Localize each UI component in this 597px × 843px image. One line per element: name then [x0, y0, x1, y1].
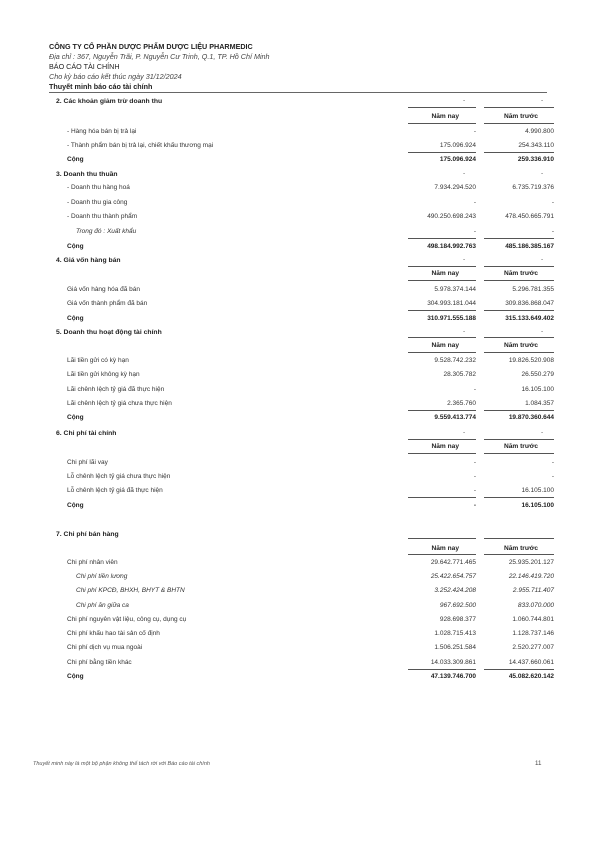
s2-total-current: 175.096.924 [439, 156, 476, 163]
s2-colhead-rule [408, 123, 476, 124]
s4-row-label: Giá vốn hàng hóa đã bán [67, 286, 141, 293]
s5-colhead-rule [408, 352, 476, 353]
s3-row-previous: 478.450.665.791 [505, 213, 554, 220]
s6-total-previous: 16.105.100 [521, 502, 554, 509]
s4-row-previous: 309.836.868.047 [505, 300, 554, 307]
s5-row-current: 9.528.742.232 [434, 357, 476, 364]
s7-total-label: Cộng [67, 673, 84, 680]
s4-total-rule [408, 310, 476, 311]
s6-total-label: Cộng [67, 502, 84, 509]
s3-title: 3. Doanh thu thuần [56, 171, 118, 178]
s7-title: 7. Chi phí bán hàng [56, 531, 119, 538]
s7-total-rule [484, 669, 554, 670]
s3-row-current: - [473, 199, 476, 206]
s2-row-previous: 254.343.110 [518, 142, 554, 149]
s2-colhead-rule [484, 123, 554, 124]
s5-colhead-rule [484, 352, 554, 353]
s5-row-label: Lãi chênh lệch tỷ giá đã thực hiện [67, 386, 165, 393]
s2-total-rule [408, 152, 476, 153]
s2-top-dash: - [463, 97, 466, 104]
s5-row-previous: 1.084.357 [525, 400, 554, 407]
s4-top-dash: - [463, 256, 466, 263]
s4-top-dash: - [541, 256, 544, 263]
s7-row-label: Chi phí bằng tiền khác [67, 659, 132, 666]
s4-colhead-rule [484, 280, 554, 281]
s2-row-label: - Hàng hóa bán bị trả lại [67, 128, 137, 135]
s5-total-previous: 19.870.360.644 [508, 414, 554, 421]
s7-col-current: Năm nay [431, 545, 459, 552]
s7-total-current: 47.139.746.700 [430, 673, 476, 680]
s5-row-current: - [473, 386, 476, 393]
s3-total-rule [484, 238, 554, 239]
s7-row-previous: 14.437.660.061 [508, 659, 554, 666]
s3-total-current: 498.184.992.763 [427, 243, 476, 250]
s3-row-current: 7.934.294.520 [434, 184, 476, 191]
s4-total-previous: 315.133.649.402 [505, 315, 554, 322]
s3-row-current: 490.250.698.243 [427, 213, 476, 220]
s7-row-current: 1.506.251.584 [434, 644, 476, 651]
s3-row-previous: - [551, 228, 554, 235]
s5-top-dash: - [541, 328, 544, 335]
s7-row-previous: 2.955.711.407 [512, 587, 554, 594]
s2-row-current: 175.096.924 [439, 142, 476, 149]
s7-row-previous: 2.520.277.007 [512, 644, 554, 651]
s5-row-label: Lãi chênh lệch tỷ giá chưa thực hiện [67, 400, 172, 407]
report-title: BÁO CÁO TÀI CHÍNH [49, 62, 120, 71]
s6-top-dash: - [541, 429, 544, 436]
s7-row-previous: 22.146.419.720 [508, 573, 554, 580]
s7-row-previous: 25.935.201.127 [508, 559, 554, 566]
s7-row-previous: 1.060.744.801 [512, 616, 554, 623]
s5-total-label: Cộng [67, 414, 84, 421]
s2-title: 2. Các khoản giảm trừ doanh thu [56, 98, 163, 105]
s7-row-current: 967.692.500 [439, 602, 476, 609]
s7-total-rule [408, 669, 476, 670]
s6-total-rule [484, 497, 554, 498]
s7-row-previous: 1.128.737.146 [512, 630, 554, 637]
s3-top-dash: - [541, 170, 544, 177]
s4-row-previous: 5.296.781.355 [512, 286, 554, 293]
s4-row-label: Giá vốn thành phẩm đã bán [67, 300, 148, 307]
s4-col-previous: Năm trước [503, 270, 538, 277]
s2-header-rule [408, 107, 476, 108]
s5-header-rule [484, 337, 554, 338]
s5-row-previous: 16.105.100 [521, 386, 554, 393]
s3-row-previous: 6.735.719.376 [512, 184, 554, 191]
s3-total-label: Cộng [67, 243, 84, 250]
s3-row-label: - Doanh thu thành phẩm [67, 213, 138, 220]
s6-row-previous: 16.105.100 [521, 487, 554, 494]
s7-total-previous: 45.082.620.142 [508, 673, 554, 680]
s6-header-rule [484, 439, 554, 440]
s7-row-current: 14.033.309.861 [430, 659, 476, 666]
company-address: Địa chỉ : 367, Nguyễn Trãi, P. Nguyễn Cư Trinh, Q.1, TP. Hồ Chí Minh [49, 52, 270, 61]
s5-total-rule [484, 410, 554, 411]
s6-title: 6. Chi phí tài chính [56, 430, 117, 437]
s6-total-rule [408, 497, 476, 498]
s2-total-rule [484, 152, 554, 153]
s4-total-label: Cộng [67, 315, 84, 322]
s5-col-current: Năm nay [431, 342, 459, 349]
s7-row-current: 29.642.771.465 [430, 559, 476, 566]
s4-header-rule [484, 266, 554, 267]
s2-header-rule [484, 107, 554, 108]
s3-row-label: - Doanh thu hàng hoá [67, 184, 130, 191]
section-title: Thuyết minh báo cáo tài chính [49, 82, 153, 91]
s7-header-rule [408, 538, 476, 539]
s7-row-label: Chi phí dịch vụ mua ngoài [67, 644, 143, 651]
s5-total-rule [408, 410, 476, 411]
s6-row-current: - [473, 459, 476, 466]
s2-top-dash: - [541, 97, 544, 104]
s4-colhead-rule [408, 280, 476, 281]
footer-note: Thuyết minh này là một bộ phận không thể tách rời với Báo cáo tài chính [33, 761, 210, 767]
s3-row-label: Trong đó : Xuất khẩu [76, 228, 137, 235]
s5-row-current: 28.305.782 [443, 371, 476, 378]
s5-row-previous: 19.826.520.908 [508, 357, 554, 364]
s7-row-current: 3.252.424.208 [434, 587, 476, 594]
company-name: CÔNG TY CỔ PHẦN DƯỢC PHẨM DƯỢC LIỆU PHARMEDIC [49, 42, 253, 51]
s5-row-label: Lãi tiền gửi không kỳ hạn [67, 371, 140, 378]
s6-row-label: Chi phí lãi vay [67, 459, 108, 466]
s5-top-dash: - [463, 328, 466, 335]
s4-header-rule [408, 266, 476, 267]
s5-total-current: 9.559.413.774 [434, 414, 476, 421]
s4-row-current: 5.978.374.144 [434, 286, 476, 293]
s6-col-previous: Năm trước [503, 443, 538, 450]
s4-title: 4. Giá vốn hàng bán [56, 257, 121, 264]
s4-total-rule [484, 310, 554, 311]
s3-total-previous: 485.186.385.167 [505, 243, 554, 250]
s4-row-current: 304.993.181.044 [427, 300, 476, 307]
s7-row-previous: 833.070.000 [517, 602, 554, 609]
s6-colhead-rule [484, 453, 554, 454]
s6-row-label: Lỗ chênh lệch tỷ giá chưa thực hiện [67, 473, 171, 480]
s3-row-previous: - [551, 199, 554, 206]
s3-row-current: - [473, 228, 476, 235]
s6-row-label: Lỗ chênh lệch tỷ giá đã thực hiện [67, 487, 163, 494]
s2-col-previous: Năm trước [503, 113, 538, 120]
s7-colhead-rule [408, 554, 476, 555]
s7-header-rule [484, 538, 554, 539]
report-period: Cho kỳ báo cáo kết thúc ngày 31/12/2024 [49, 72, 182, 81]
s7-row-label: Chi phí KPCĐ, BHXH, BHYT & BHTN [76, 587, 185, 594]
s2-row-previous: 4.990.800 [525, 128, 554, 135]
s2-col-current: Năm nay [431, 113, 459, 120]
s6-total-current: - [473, 502, 476, 509]
s6-row-current: - [473, 473, 476, 480]
s4-col-current: Năm nay [431, 270, 459, 277]
s2-row-current: - [473, 128, 476, 135]
s5-row-current: 2.365.760 [447, 400, 476, 407]
s6-top-dash: - [463, 429, 466, 436]
s7-colhead-rule [484, 554, 554, 555]
s6-row-previous: - [551, 459, 554, 466]
s5-row-previous: 26.550.279 [521, 371, 554, 378]
s6-colhead-rule [408, 453, 476, 454]
s5-header-rule [408, 337, 476, 338]
s7-col-previous: Năm trước [503, 545, 538, 552]
s7-row-label: Chi phí khấu hao tài sản cố định [67, 630, 160, 637]
s5-row-label: Lãi tiền gửi có kỳ hạn [67, 357, 129, 364]
s2-row-label: - Thành phẩm bán bị trả lại, chiết khấu thương mại [67, 142, 214, 149]
page-number: 11 [535, 760, 542, 767]
s2-total-previous: 259.336.910 [517, 156, 554, 163]
s3-row-label: - Doanh thu gia công [67, 199, 128, 206]
s2-total-label: Cộng [67, 156, 84, 163]
s7-row-label: Chi phí ăn giữa ca [76, 602, 129, 609]
s6-row-current: - [473, 487, 476, 494]
s3-top-dash: - [463, 170, 466, 177]
s7-row-label: Chi phí nguyên vật liệu, công cụ, dụng cụ [67, 616, 187, 623]
s6-header-rule [408, 439, 476, 440]
s7-row-current: 25.422.654.757 [430, 573, 476, 580]
s7-row-current: 1.028.715.413 [434, 630, 476, 637]
s7-row-label: Chi phí tiền lương [76, 573, 128, 580]
header-rule [49, 92, 547, 93]
s5-col-previous: Năm trước [503, 342, 538, 349]
s7-row-label: Chi phí nhân viên [67, 559, 118, 566]
s7-row-current: 928.698.377 [439, 616, 476, 623]
s6-row-previous: - [551, 473, 554, 480]
s6-col-current: Năm nay [431, 443, 459, 450]
s3-total-rule [408, 238, 476, 239]
s5-title: 5. Doanh thu hoạt động tài chính [56, 329, 162, 336]
s4-total-current: 310.971.555.188 [427, 315, 476, 322]
